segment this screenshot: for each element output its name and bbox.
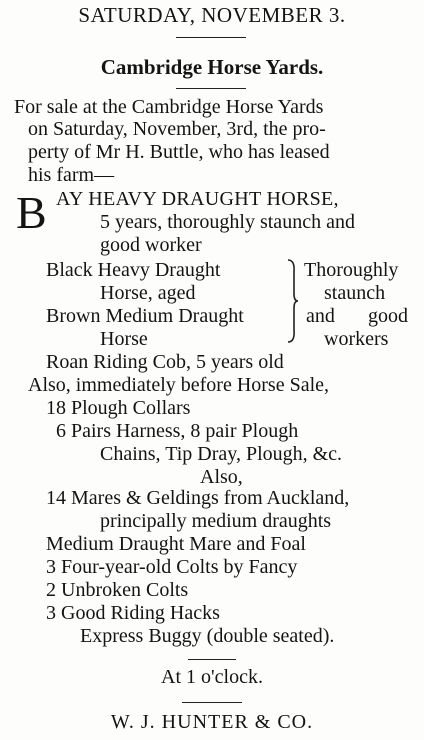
item-line: 3 Good Riding Hacks — [46, 602, 220, 624]
item-line: 3 Four-year-old Colts by Fancy — [46, 556, 298, 578]
intro-line: For sale at the Cambridge Horse Yards — [14, 96, 324, 118]
intro-line: on Saturday, November, 3rd, the pro- — [28, 118, 326, 140]
item-line: Chains, Tip Dray, Plough, &c. — [100, 443, 343, 465]
auctioneer: W. J. HUNTER & CO. — [110, 711, 314, 733]
intro-line: perty of Mr H. Buttle, who has leased — [28, 141, 330, 163]
divider — [176, 37, 246, 38]
braced-item-line: Horse, aged — [100, 282, 196, 304]
drop-cap: B — [16, 187, 47, 238]
item-line: Also, — [200, 466, 243, 488]
item-line: Medium Draught Mare and Foal — [46, 533, 306, 555]
intro-line: his farm— — [28, 164, 115, 186]
item-line: principally medium draughts — [100, 510, 332, 532]
item-line: Roan Riding Cob, 5 years old — [46, 351, 284, 373]
braced-note: workers — [324, 328, 389, 350]
divider — [188, 659, 236, 660]
braced-note: and — [306, 305, 335, 327]
sale-time: At 1 o'clock. — [161, 666, 263, 688]
bay-horse-line: AY HEAVY DRAUGHT HORSE, — [56, 188, 339, 210]
braced-note: Thoroughly — [304, 259, 399, 281]
bay-horse-line: 5 years, thoroughly staunch and — [100, 211, 355, 233]
brace — [286, 258, 300, 344]
braced-item-line: Horse — [100, 328, 148, 350]
braced-item-line: Black Heavy Draught — [46, 259, 221, 281]
braced-note: staunch — [324, 282, 386, 304]
item-line: Express Buggy (double seated). — [80, 625, 335, 647]
item-line: 18 Plough Collars — [46, 397, 191, 419]
divider — [182, 702, 242, 703]
braced-note: good — [368, 305, 408, 327]
item-line: 14 Mares & Geldings from Auckland, — [46, 487, 350, 509]
bay-horse-line: good worker — [100, 234, 202, 256]
item-line: 2 Unbroken Colts — [46, 579, 189, 601]
braced-item-line: Brown Medium Draught — [46, 305, 244, 327]
item-line: 6 Pairs Harness, 8 pair Plough — [56, 420, 299, 442]
item-line: Also, immediately before Horse Sale, — [28, 374, 330, 396]
title: Cambridge Horse Yards. — [100, 55, 324, 79]
date-heading: SATURDAY, NOVEMBER 3. — [78, 3, 346, 27]
divider — [176, 88, 246, 89]
